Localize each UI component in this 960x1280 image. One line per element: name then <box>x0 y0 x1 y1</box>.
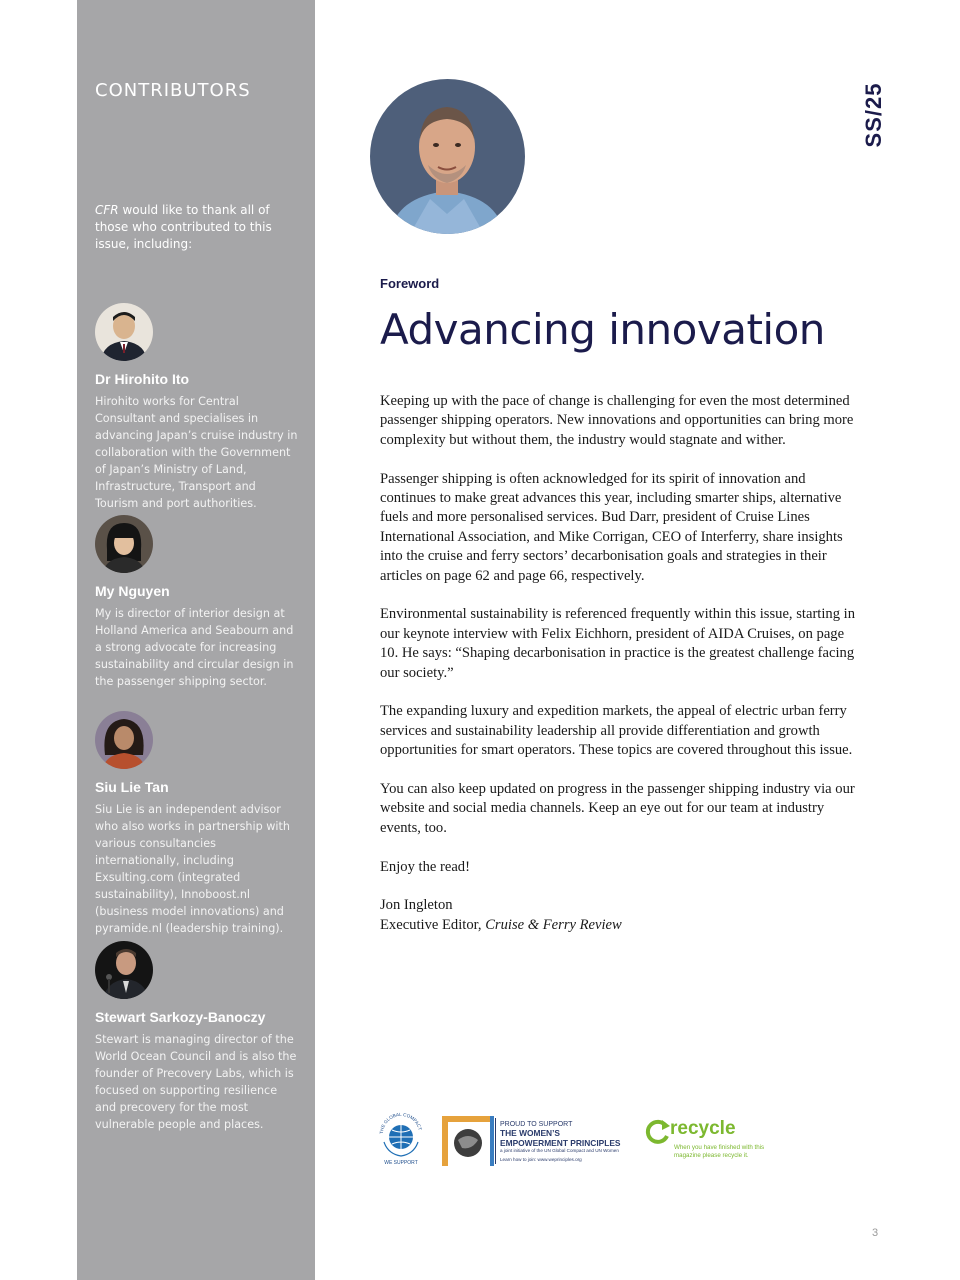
intro-text: would like to thank all of those who contributed to this issue, including: <box>95 203 272 251</box>
intro-publication: CFR <box>95 203 119 217</box>
weps-proud: PROUD TO SUPPORT <box>500 1121 573 1128</box>
contributor-name: Siu Lie Tan <box>95 779 169 795</box>
sidebar-heading: CONTRIBUTORS <box>95 80 251 101</box>
contributor-photo-hirohito <box>95 303 153 361</box>
recycle-word: recycle <box>670 1118 736 1139</box>
footer-logos <box>378 1112 778 1172</box>
weps-text-block <box>500 1120 622 1163</box>
contributor-bio: Stewart is managing director of the World Ocean Council and is also the founder of Precovery Labs, which is focused on supporting resilience and precovery for the most vulnerable people and places. <box>95 1033 297 1131</box>
weps-logo <box>442 1116 622 1166</box>
weps-sub: a joint initiative of the UN Global Compact and UN Women <box>500 1148 619 1153</box>
weps-link: Learn how to join: www.weprinciples.org <box>500 1157 582 1162</box>
sidebar-intro <box>95 202 275 253</box>
paragraph: The expanding luxury and expedition markets, the appeal of electric urban ferry services and sustainability leadership all provide differentiation and growth opportunities for smart operators. These topics are covered throughout this issue. <box>380 703 853 759</box>
contributor-card <box>95 303 300 512</box>
contributor-name: Stewart Sarkozy-Banoczy <box>95 1009 266 1025</box>
article-body <box>380 392 860 935</box>
recycle-logo <box>640 1114 770 1164</box>
recycle-arrow-icon <box>642 1116 672 1146</box>
contributors-sidebar <box>77 0 315 1280</box>
paragraph: Enjoy the read! <box>380 858 470 875</box>
contributor-name: Dr Hirohito Ito <box>95 371 190 387</box>
contributor-bio: Siu Lie is an independent advisor who also works in partnership with various consultancies internationally, including Exsulting.com (integrated sustainability), Innoboost.nl (business model innovations) and pyramide.nl (leadership training). <box>95 803 290 935</box>
signoff-name: Jon Ingleton <box>380 897 453 914</box>
contributor-card <box>95 515 300 690</box>
signoff-role-text: Executive Editor, <box>380 916 486 933</box>
paragraph: You can also keep updated on progress in the passenger shipping industry via our website and social media channels. Keep an eye out for our team at industry events, too. <box>380 781 855 836</box>
global-compact-top-text: THE GLOBAL COMPACT <box>378 1112 423 1135</box>
contributor-card <box>95 711 300 937</box>
weps-title: THE WOMEN’S EMPOWERMENT PRINCIPLES <box>500 1128 621 1148</box>
signoff-role <box>380 916 860 935</box>
page-number: 3 <box>872 1227 879 1239</box>
paragraph: Environmental sustainability is referenced frequently within this issue, starting in our keynote interview with Felix Eichhorn, president of AIDA Cruises, on page 10. He says: “Shaping decarbonisation in practice is the greatest challenge facing our society.” <box>380 606 856 681</box>
contributor-photo-siu-lie-tan <box>95 711 153 769</box>
contributor-name: My Nguyen <box>95 583 170 599</box>
editor-photo <box>370 79 525 234</box>
paragraph: Keeping up with the pace of change is challenging for even the most determined passenger shipping operators. New innovations and opportunities can bring more complexity but without them, the industry would stagnate and wither. <box>380 393 854 448</box>
section-kicker: Foreword <box>380 276 440 291</box>
contributor-card <box>95 941 300 1133</box>
recycle-note: When you have finished with this magazine please recycle it. <box>674 1144 765 1159</box>
contributor-bio: Hirohito works for Central Consultant and specialises in advancing Japan’s cruise industry in collaboration with the Government of Japan’s Ministry of Land, Infrastructure, Transport and Tourism and port authorities. <box>95 395 298 510</box>
global-compact-bottom-text: WE SUPPORT <box>384 1160 418 1166</box>
contributor-photo-my-nguyen <box>95 515 153 573</box>
contributor-photo-stewart <box>95 941 153 999</box>
paragraph: Passenger shipping is often acknowledged for its spirit of innovation and continues to make great advances this year, including smarter ships, alternative fuels and more personalised services. Bud Darr, president of Cruise Lines International Association, and Mike Corrigan, CEO of Interferry, share insights into the cruise and ferry sectors’ decarbonisation goals and strategies in their articles on page 62 and page 66, respectively. <box>380 470 843 584</box>
global-compact-logo <box>378 1112 424 1168</box>
article-headline: Advancing innovation <box>380 305 825 354</box>
issue-label: SS/25 <box>861 82 886 148</box>
signoff-publication: Cruise & Ferry Review <box>485 916 622 933</box>
contributor-bio: My is director of interior design at Holland America and Seabourn and a strong advocate for increasing sustainability and circular design in the passenger shipping sector. <box>95 607 294 688</box>
